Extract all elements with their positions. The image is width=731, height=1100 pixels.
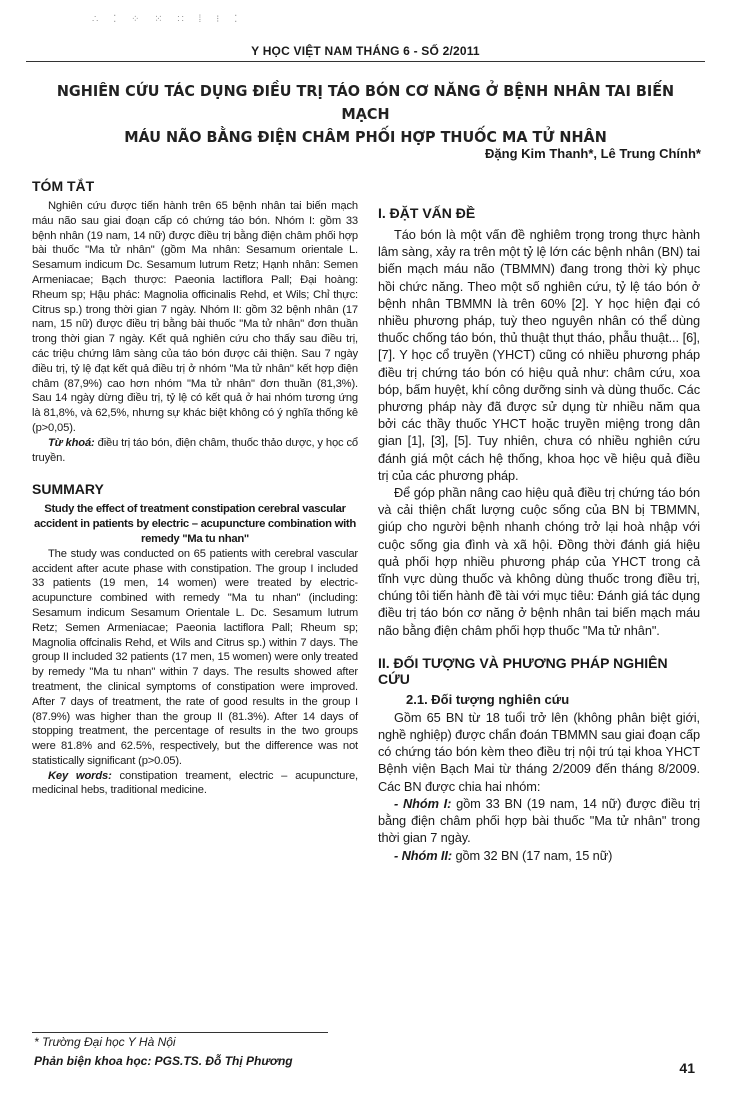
keywords-label: Từ khoá: — [48, 436, 95, 449]
group-1-label: - Nhóm I: — [394, 795, 452, 811]
methods-para-1: Gồm 65 BN từ 18 tuổi trở lên (không phân biệt giới, nghề nghiệp) được chẩn đoán TBMMN sau giai đoạn cấp có chứng táo bón kèm theo điều trị nội trú tại khoa YHCT Bệnh viện Bạch Mai từ tháng 2/2009 đến tháng 8/2009. Các BN được chia hai nhóm: — [378, 709, 700, 794]
abstract-heading: TÓM TẮT — [32, 178, 95, 194]
key-words-text: constipation treament, electric – acupuncture, medicinal hebs, traditional medicine. — [32, 769, 358, 797]
article-title — [44, 80, 687, 149]
methods-subheading: 2.1. Đối tượng nghiên cứu — [406, 691, 570, 707]
abstract-body: Nghiên cứu được tiến hành trên 65 bệnh nhân tai biến mạch máu não sau giai đoạn cấp có chứng táo bón. Nhóm I: gồm 33 bệnh nhân (19 nam, 14 nữ) được điều trị bằng điện châm phối hợp bài thuốc "Ma tử nhân" (gồm Ma nhân: Sesamum orientale L. Sesamum indicum Dc. Sesamum lutrum Retz; Hạnh nhân: Semen Armeniacae; Bạch thược: Paeonia lactiflora Pall; Đại hoàng: Rheum sp; Hậu phác: Magnolia officinalis Rehd, et Wils; Chỉ thực: Citrus sp.) trong thời gian 7 ngày. Nhóm II: gồm 32 bệnh nhân (17 nam, 15 nữ) được điều trị bằng bài thuốc "Ma tử nhân" đơn thuần trong thời gian 7 ngày. Kết quả nghiên cứu cho thấy sau điều trị, các triệu chứng lâm sàng của táo bón được cải thiện. Sau 7 ngày điều trị, tỷ lệ đạt kết quả điều trị ở nhóm "Ma tử nhân" kết hợp điện châm (87,9%) cao hơn nhóm "Ma tử nhân" đơn thuần (81,3%). Sau 14 ngày dừng điều trị, tỷ lệ có kết quả ở hai nhóm tương ứng là 81,8%, và 62,5%, nhưng sự khác biệt không có ý nghĩa thống kê (p>0,05). — [32, 200, 358, 434]
group-1-item — [378, 795, 700, 847]
group-2-label: - Nhóm II: — [394, 847, 452, 863]
intro-heading: I. ĐẶT VẤN ĐỀ — [378, 205, 476, 221]
authors: Đặng Kim Thanh*, Lê Trung Chính* — [485, 146, 701, 161]
title-line-1: NGHIÊN CỨU TÁC DỤNG ĐIỀU TRỊ TÁO BÓN CƠ NĂNG Ở BỆNH NHÂN TAI BIẾN MẠCH — [56, 82, 675, 123]
key-words-label: Key words: — [48, 769, 112, 782]
running-head: Y HỌC VIỆT NAM THÁNG 6 - SỐ 2/2011 — [26, 44, 705, 62]
keywords-text: điều trị táo bón, điện châm, thuốc thảo dược, y học cổ truyền. — [32, 436, 358, 464]
methods-heading: II. ĐỐI TƯỢNG VÀ PHƯƠNG PHÁP NGHIÊN CỨU — [378, 654, 668, 687]
intro-para-2: Để góp phần nâng cao hiệu quả điều trị chứng táo bón và cải thiện chất lượng cuộc sống của BN bị TBMMN, giúp cho người bệnh nhanh chóng trở lại hoà nhập với cuộc sống gia đình và xã hội. Đồng thời đánh giá hiệu quả phối hợp nhiều phương pháp của YHCT trong cả tĩnh vực dùng thuốc và không dùng thuốc trong điều trị, chúng tôi tiến hành đề tài với mục tiêu: Đánh giá tác dụng điều trị táo bón cơ năng ở bệnh nhân tai biến mạch máu não bằng điện châm phối hợp thuốc "Ma tử nhân". — [378, 485, 700, 638]
summary-title: Study the effect of treatment constipation cerebral vascular accident in patients by electric – acupuncture combination with remedy "Ma tu nhan" — [34, 503, 356, 545]
affiliation-footnote: * Trường Đại học Y Hà Nội — [34, 1035, 176, 1049]
abstract-keywords — [32, 436, 358, 466]
page-number: 41 — [679, 1060, 695, 1076]
reviewer-footnote: Phản biện khoa học: PGS.TS. Đỗ Thị Phương — [34, 1054, 293, 1068]
group-1-text: gồm 33 BN (19 nam, 14 nữ) được điều trị bằng điện châm phối hợp bài thuốc "Ma tử nhân" trong thời gian 7 ngày. — [378, 795, 700, 846]
intro-para-1: Táo bón là một vấn đề nghiêm trọng trong thực hành lâm sàng, xảy ra trên một tỷ lệ lớn các bệnh nhân (BN) tai biến mạch máu não (TBMMN) đang trong thời kỳ phục hồi chức năng. Theo một số nghiên cứu, tỷ lệ táo bón ở bệnh nhân TBMMN là trên 60% [2]. Y học hiện đại có nhiều phương pháp, tuỳ theo nguyên nhân có thể dùng thuốc chống táo bón, thủ thuật thụt tháo, phẫu thuật... [6], [7]. Y học cổ truyền (YHCT) cũng có nhiều phương pháp điều trị chứng táo bón có hiệu quả như: châm cứu, xoa bóp, bấm huyệt, khí công dưỡng sinh và dùng thuốc. Các phương pháp này đã được sử dụng từ nhiều năm qua bởi các thầy thuốc YHCT hoặc truyền miệng trong dân gian [1], [3], [5]. Tuy nhiên, chưa có nhiều nghiên cứu đánh giá một cách hệ thống, khoa học về hiệu quả điều trị của các phương pháp. — [378, 227, 700, 483]
summary-heading: SUMMARY — [32, 481, 104, 498]
group-2-text: gồm 32 BN (17 nam, 15 nữ) — [452, 847, 613, 863]
group-2-item — [378, 847, 700, 864]
footnote-rule — [32, 1032, 328, 1033]
scan-marks: ∴ ⁚ ⁘ ⁙ ∷ ⁞ ⁝ ⁚ — [92, 14, 244, 25]
right-column — [378, 205, 700, 864]
summary-body: The study was conducted on 65 patients with cerebral vascular accident after acute phase with constipation. The group I included 33 patients (19 men, 14 women) were treated by electric-acupuncture combined with remedy "Ma tu nhan" (including: Sesamum indicum Sesamum Orientale L. Dc. Sesamum lutrum Retz; Semen Armeniacae; Paeonia lactiflora Pall; Rheum sp; Magnolia offcinalis Rehd, et Wils and Citrus sp.) within 7 days. The group II included 32 patients (17 men, 15 women) were only treated by remedy "Ma tu nhan" within 7 days. The results showed after treatment, the clinical symptoms of constipation were improved. After 7 days of treatment, the rate of good results in the group I (87.9%) was higher than the group II (81.3%). After 14 days of stopping treatment, the percentage of results in the two groups were 81.8% and 62.5%, respectively, but the difference was not statistically significant (p>0.05). — [32, 547, 358, 767]
summary-keywords — [32, 769, 358, 799]
title-line-2: MÁU NÃO BẰNG ĐIỆN CHÂM PHỐI HỢP THUỐC MA TỬ NHÂN — [124, 128, 607, 146]
left-column — [32, 178, 358, 798]
